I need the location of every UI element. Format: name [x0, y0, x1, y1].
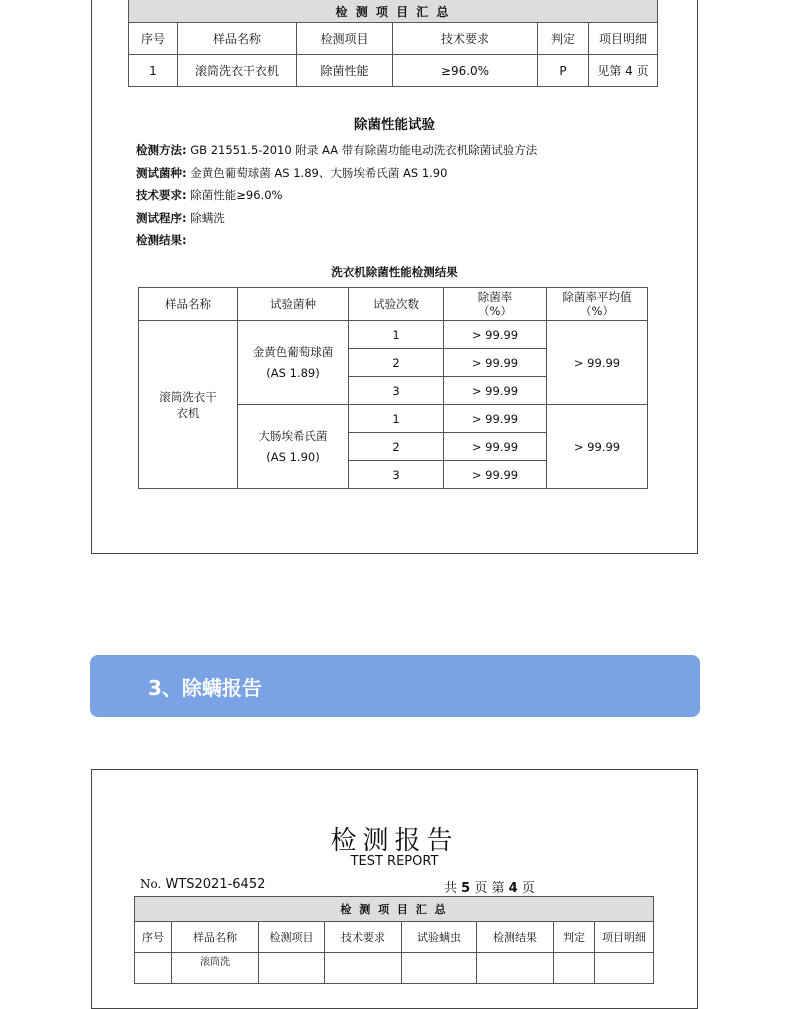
- trial-number: 3: [349, 377, 444, 405]
- table-cell: [402, 953, 477, 984]
- rate-header: 除菌率: [477, 290, 513, 304]
- page-indicator: [444, 877, 535, 896]
- table-cell: [135, 953, 172, 984]
- summary-caption: 检 测 项 目 汇 总: [135, 897, 654, 922]
- header-cell: 样品名称: [178, 23, 297, 55]
- average-rate: > 99.99: [547, 405, 648, 489]
- requirement-line: [136, 184, 537, 207]
- trial-number: 2: [349, 433, 444, 461]
- table-cell: 除菌性能: [297, 55, 393, 87]
- table-cell: 滚筒洗: [172, 953, 259, 984]
- table-cell: 1: [129, 55, 178, 87]
- strain-name: 金黄色葡萄球菌: [252, 344, 334, 359]
- removal-rate: > 99.99: [444, 321, 547, 349]
- trial-number: 2: [349, 349, 444, 377]
- report-number: [140, 877, 265, 892]
- header-cell: 序号: [135, 922, 172, 953]
- result-label: 检测结果:: [136, 233, 187, 247]
- avg-unit: （%）: [580, 304, 614, 318]
- procedure-value: 除螨洗: [190, 210, 225, 225]
- table-cell: [554, 953, 595, 984]
- table-cell: ≥96.0%: [393, 55, 538, 87]
- table-cell: 见第 4 页: [589, 55, 658, 87]
- header-cell: 项目明细: [589, 23, 658, 55]
- table-cell: [477, 953, 554, 984]
- summary-header-row: [135, 922, 654, 953]
- removal-rate: > 99.99: [444, 349, 547, 377]
- trial-number: 1: [349, 321, 444, 349]
- strain-code: (AS 1.90): [266, 449, 320, 464]
- header-cell: 试验次数: [349, 288, 444, 321]
- table-cell: [325, 953, 402, 984]
- header-cell: 样品名称: [139, 288, 238, 321]
- header-cell: 项目明细: [595, 922, 654, 953]
- section-banner: [90, 655, 700, 717]
- header-cell: 检测项目: [297, 23, 393, 55]
- procedure-label: 测试程序:: [136, 210, 187, 225]
- sample-name-line: 衣机: [176, 405, 200, 420]
- header-cell: [444, 288, 547, 321]
- table-row: [139, 321, 648, 349]
- header-cell: 判定: [538, 23, 589, 55]
- header-cell: 技术要求: [325, 922, 402, 953]
- requirement-label: 技术要求:: [136, 188, 187, 202]
- test-info: [136, 139, 537, 252]
- page-mid: 页 第: [474, 881, 505, 896]
- strain-cell: [238, 405, 349, 489]
- strain-name: 大肠埃希氏菌: [258, 428, 328, 443]
- report-title: 检测报告: [330, 826, 459, 856]
- results-table-title: 洗衣机除菌性能检测结果: [331, 265, 458, 279]
- report-page-2: [91, 769, 698, 1009]
- method-line: [136, 139, 537, 162]
- summary-row: [129, 55, 658, 87]
- section-title: 除菌性能试验: [354, 117, 435, 133]
- sample-name-line: 滚筒洗衣干: [159, 389, 217, 404]
- header-cell: 样品名称: [172, 922, 259, 953]
- removal-rate: > 99.99: [444, 461, 547, 489]
- page-suffix: 页: [521, 881, 535, 896]
- report-subtitle: TEST REPORT: [350, 854, 439, 869]
- table-cell: 滚筒洗衣干衣机: [178, 55, 297, 87]
- summary-caption: 检 测 项 目 汇 总: [129, 0, 658, 23]
- requirement-value: 除菌性能≥96.0%: [190, 188, 283, 202]
- results-header-row: [139, 288, 648, 321]
- header-cell: 判定: [554, 922, 595, 953]
- header-cell: 试验螨虫: [402, 922, 477, 953]
- page-total: 5: [461, 881, 471, 896]
- strain-label: 测试菌种:: [136, 165, 187, 180]
- trial-number: 1: [349, 405, 444, 433]
- removal-rate: > 99.99: [444, 433, 547, 461]
- header-cell: 序号: [129, 23, 178, 55]
- result-line: [136, 229, 537, 252]
- table-cell: [595, 953, 654, 984]
- average-rate: > 99.99: [547, 321, 648, 405]
- strain-value: 金黄色葡萄球菌 AS 1.89、大肠埃希氏菌 AS 1.90: [190, 165, 448, 180]
- removal-rate: > 99.99: [444, 377, 547, 405]
- header-cell: 试验菌种: [238, 288, 349, 321]
- strain-cell: [238, 321, 349, 405]
- summary-row: [135, 953, 654, 984]
- summary-table: [128, 0, 658, 87]
- report-number-label: No.: [140, 877, 162, 891]
- page-current: 4: [508, 881, 518, 896]
- avg-header: 除菌率平均值: [562, 290, 632, 304]
- section-banner-title: 3、除螨报告: [148, 676, 262, 700]
- table-cell: P: [538, 55, 589, 87]
- summary-table: [134, 896, 654, 984]
- summary-header-row: [129, 23, 658, 55]
- header-cell: 技术要求: [393, 23, 538, 55]
- report-page-1: [91, 0, 698, 554]
- header-cell: 检测项目: [259, 922, 325, 953]
- method-label: 检测方法:: [136, 143, 187, 157]
- removal-rate: > 99.99: [444, 405, 547, 433]
- page-prefix: 共: [444, 881, 458, 896]
- method-value: GB 21551.5-2010 附录 AA 带有除菌功能电动洗衣机除菌试验方法: [190, 143, 538, 157]
- results-table: [138, 287, 648, 489]
- strain-code: (AS 1.89): [266, 365, 320, 380]
- sample-name-cell: [139, 321, 238, 489]
- strain-line: [136, 162, 537, 185]
- trial-number: 3: [349, 461, 444, 489]
- report-number-value: WTS2021-6452: [165, 877, 266, 892]
- header-cell: [547, 288, 648, 321]
- table-cell: [259, 953, 325, 984]
- header-cell: 检测结果: [477, 922, 554, 953]
- procedure-line: [136, 207, 537, 230]
- rate-unit: （%）: [478, 304, 512, 318]
